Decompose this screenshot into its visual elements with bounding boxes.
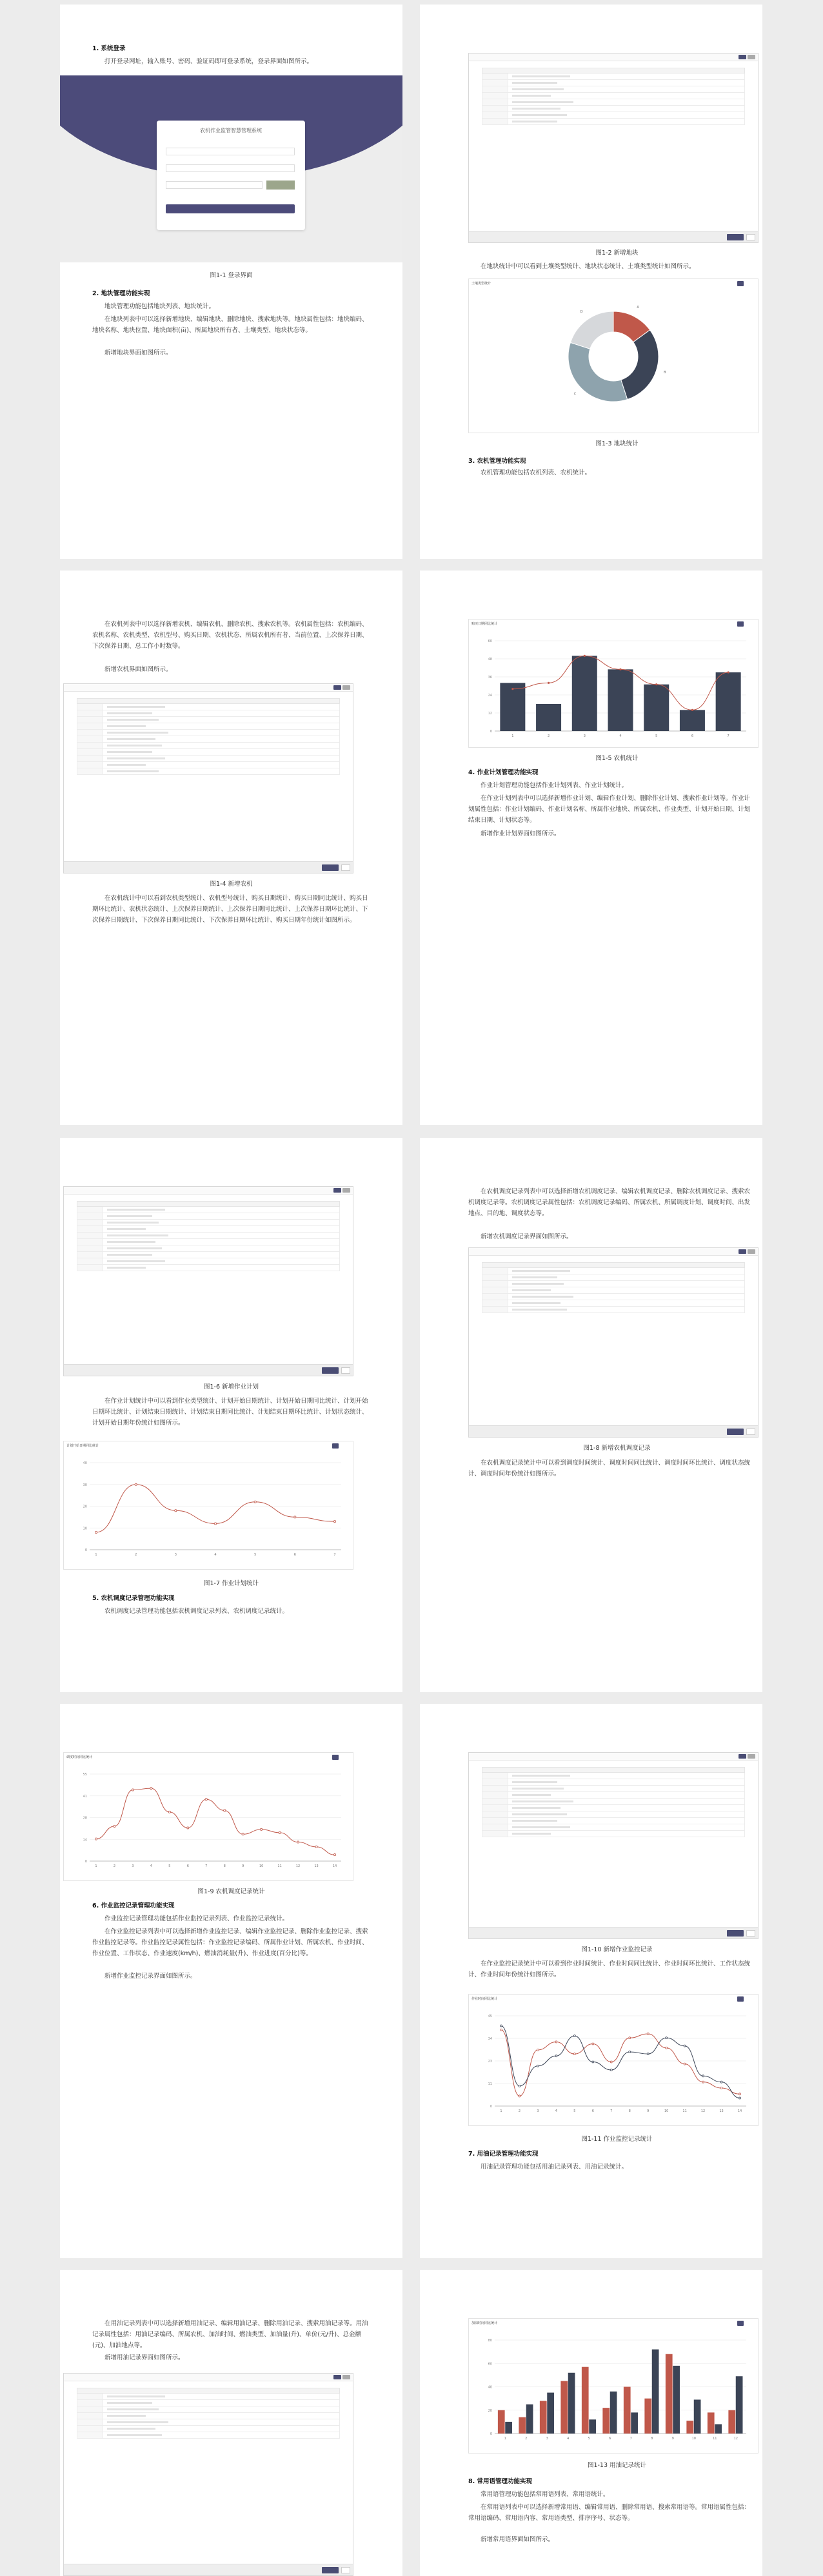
line-point bbox=[254, 1501, 256, 1503]
login-title: 农机作业监管智慧管理系统 bbox=[200, 128, 262, 133]
line-chart bbox=[64, 1764, 353, 1880]
paragraph: 农机调度记录管理功能包括农机调度记录列表、农机调度记录统计。 bbox=[104, 1608, 289, 1615]
bar bbox=[602, 2408, 610, 2434]
x-tick-label: 10 bbox=[259, 1864, 264, 1868]
line-point bbox=[610, 2069, 612, 2071]
figure-caption: 图1-4 新增农机 bbox=[210, 881, 253, 888]
line-point bbox=[150, 1787, 152, 1789]
line-point bbox=[629, 2037, 631, 2039]
line-point bbox=[537, 2065, 539, 2067]
line-point bbox=[555, 2041, 557, 2043]
section-title-machine: 3. 农机管理功能实现 bbox=[468, 458, 526, 465]
paragraph: 新增农机界面如图所示。 bbox=[104, 666, 172, 673]
search-button[interactable] bbox=[332, 1755, 339, 1760]
x-tick-label: 5 bbox=[168, 1864, 171, 1868]
line-point bbox=[537, 2049, 539, 2051]
line-point bbox=[684, 2045, 686, 2047]
figure-caption: 图1-11 作业监控记录统计 bbox=[581, 2136, 653, 2143]
line-point bbox=[629, 2051, 631, 2053]
paragraph: 新增常用语界面如图所示。 bbox=[481, 2536, 555, 2543]
bar bbox=[715, 2425, 722, 2434]
line-point bbox=[333, 1521, 335, 1523]
series-line bbox=[501, 2030, 740, 2096]
line-point bbox=[720, 2081, 722, 2083]
bar bbox=[536, 704, 561, 731]
x-tick-label: 5 bbox=[573, 2109, 576, 2113]
cancel-button[interactable] bbox=[746, 1429, 755, 1435]
x-tick-label: 3 bbox=[546, 2437, 548, 2441]
paragraph: 新增作业计划界面如图所示。 bbox=[481, 830, 560, 837]
slice-label: D bbox=[580, 310, 583, 315]
y-tick-label: 48 bbox=[488, 658, 492, 661]
bar bbox=[589, 2419, 596, 2434]
x-tick-label: 8 bbox=[223, 1864, 226, 1868]
x-tick-label: 9 bbox=[671, 2437, 674, 2441]
line-point bbox=[702, 2081, 704, 2083]
doc-page-7 bbox=[60, 1704, 402, 2258]
paragraph: 在地块列表中可以选择新增地块、编辑地块、删除地块、搜索地块等。地块属性包括：地块编码、地块名称、地块位置、地块面积(亩)、所属地块所有者、土壤类型、地块状态等。 bbox=[92, 316, 368, 334]
bar bbox=[644, 685, 669, 731]
bar bbox=[716, 672, 741, 731]
chart-header: 计划开始日期同比统计 bbox=[66, 1444, 99, 1448]
x-tick-label: 1 bbox=[500, 2109, 502, 2113]
line-point bbox=[132, 1789, 134, 1791]
bar bbox=[498, 2410, 505, 2434]
add-plan-screenshot bbox=[63, 1186, 353, 1376]
dispatch-time-chart bbox=[63, 1752, 353, 1881]
line-point bbox=[501, 2029, 502, 2031]
bar bbox=[608, 669, 633, 731]
line-point bbox=[224, 1810, 226, 1811]
line-point bbox=[205, 1799, 207, 1800]
x-tick-label: 2 bbox=[518, 2109, 521, 2113]
slice-label: B bbox=[664, 370, 666, 375]
x-tick-label: 6 bbox=[186, 1864, 189, 1868]
add-fuel-screenshot bbox=[63, 2373, 353, 2576]
add-machine-form bbox=[77, 698, 340, 775]
confirm-button[interactable] bbox=[322, 2567, 339, 2573]
paragraph: 在农机统计中可以看到农机类型统计、农机型号统计、购买日期统计、购买日期同比统计、购买日期环比统计、农机状态统计、上次保养日期统计、上次保养日期同比统计、上次保养日期环比统计、下次保养日期统计、下次保养日期同比统计、下次保养日期环比统计、购买日期年份统计如图所示。 bbox=[92, 895, 368, 924]
x-tick-label: 5 bbox=[588, 2437, 590, 2441]
bar bbox=[568, 2373, 575, 2434]
section-title-dispatch: 5. 农机调度记录管理功能实现 bbox=[92, 1595, 175, 1602]
paragraph: 打开登录网址，输入账号、密码、验证码即可登录系统，登录界面如图所示。 bbox=[104, 58, 313, 65]
search-button[interactable] bbox=[737, 2321, 744, 2326]
chart-header: 购买日期同比统计 bbox=[471, 622, 498, 626]
line-point bbox=[619, 668, 621, 670]
bar bbox=[644, 2399, 651, 2434]
captcha-image[interactable] bbox=[266, 181, 295, 190]
paragraph: 在用油记录列表中可以选择新增用油记录、编辑用油记录、删除用油记录、搜索用油记录等。用油记录属性包括：用油记录编码、所属农机、加油时间、燃油类型、加油量(升)、单价(元/升)、总金额(元)、加油地点等。 bbox=[92, 2320, 368, 2349]
doc-page-4 bbox=[420, 571, 762, 1125]
y-tick-label: 28 bbox=[83, 1816, 87, 1820]
x-tick-label: 1 bbox=[95, 1553, 97, 1557]
plan-start-chart bbox=[63, 1441, 353, 1570]
line-chart bbox=[64, 1453, 353, 1569]
line-point bbox=[647, 2033, 649, 2035]
line-point bbox=[519, 2085, 521, 2087]
line-point bbox=[666, 2047, 668, 2049]
line-point bbox=[519, 2095, 521, 2097]
line-point bbox=[333, 1854, 335, 1856]
paragraph: 在农机调度记录统计中可以看到调度时间统计、调度时间同比统计、调度时间环比统计、调度状态统计、调度时间年份统计如图所示。 bbox=[468, 1459, 751, 1478]
y-tick-label: 30 bbox=[83, 1483, 87, 1487]
line-point bbox=[548, 682, 550, 684]
line-point bbox=[655, 683, 657, 685]
bar bbox=[624, 2387, 631, 2434]
bar bbox=[666, 2354, 673, 2434]
bar bbox=[736, 2376, 743, 2434]
paragraph: 在农机列表中可以选择新增农机、编辑农机、删除农机、搜索农机等。农机属性包括：农机编码、农机名称、农机类型、农机型号、购买日期、农机状态、所属农机所有者、当前位置、上次保养日期、下次保养日期、总工作小时数等。 bbox=[92, 621, 368, 650]
add-machine-screenshot bbox=[63, 683, 353, 873]
bar bbox=[572, 656, 597, 731]
line-point bbox=[294, 1516, 296, 1518]
x-tick-label: 8 bbox=[651, 2437, 653, 2441]
x-tick-label: 6 bbox=[691, 734, 694, 738]
y-tick-label: 0 bbox=[84, 1548, 87, 1552]
paragraph: 在作业监控记录列表中可以选择新增作业监控记录、编辑作业监控记录、删除作业监控记录、搜索作业监控记录等。作业监控记录属性包括：作业监控记录编码、所属作业计划、所属农机、作业时间、作业位置、工作状态、作业速度(km/h)、燃油消耗量(升)、作业进度(百分比)等。 bbox=[92, 1928, 368, 1957]
figure-caption: 图1-1 登录界面 bbox=[210, 272, 253, 279]
x-tick-label: 14 bbox=[737, 2109, 742, 2113]
x-tick-label: 5 bbox=[655, 734, 658, 738]
doc-page-9 bbox=[60, 2270, 402, 2576]
line-point bbox=[297, 1841, 299, 1843]
figure-caption: 图1-9 农机调度记录统计 bbox=[197, 1888, 265, 1895]
donut-slice bbox=[568, 342, 628, 402]
line-point bbox=[95, 1531, 97, 1533]
y-tick-label: 36 bbox=[488, 676, 492, 679]
line-point bbox=[279, 1831, 281, 1833]
x-tick-label: 4 bbox=[214, 1553, 217, 1557]
add-monitor-screenshot bbox=[468, 1752, 759, 1939]
line-chart bbox=[469, 2006, 758, 2125]
add-plot-screenshot bbox=[468, 53, 759, 243]
figure-caption: 图1-5 农机统计 bbox=[595, 755, 639, 762]
doc-page-8 bbox=[420, 1704, 762, 2258]
x-tick-label: 12 bbox=[295, 1864, 301, 1868]
add-dispatch-screenshot bbox=[468, 1247, 759, 1438]
line-point bbox=[242, 1833, 244, 1835]
slice-label: A bbox=[637, 306, 639, 310]
line-point bbox=[592, 2061, 594, 2063]
paragraph: 在作业监控记录统计中可以看到作业时间统计、作业时间同比统计、作业时间环比统计、工作状态统计、作业时间年份统计如图所示。 bbox=[468, 1960, 751, 1978]
x-tick-label: 5 bbox=[254, 1553, 257, 1557]
paragraph: 新增作业监控记录界面如图所示。 bbox=[104, 1973, 197, 1980]
line-point bbox=[511, 688, 513, 690]
section-title-plot: 2. 地块管理功能实现 bbox=[92, 290, 150, 297]
paragraph: 地块管理功能包括地块列表、地块统计。 bbox=[104, 303, 215, 310]
y-tick-label: 0 bbox=[490, 2105, 492, 2109]
bar bbox=[582, 2367, 589, 2434]
search-button[interactable] bbox=[737, 281, 744, 286]
paragraph: 农机管理功能包括农机列表、农机统计。 bbox=[481, 469, 591, 476]
series-line bbox=[96, 1788, 335, 1855]
bar bbox=[610, 2392, 617, 2434]
x-tick-label: 4 bbox=[555, 2109, 557, 2113]
bar bbox=[505, 2422, 512, 2434]
y-tick-label: 40 bbox=[488, 2385, 492, 2390]
confirm-button[interactable] bbox=[322, 1367, 339, 1374]
figure-caption: 图1-8 新增农机调度记录 bbox=[583, 1445, 651, 1452]
section-title-plan: 4. 作业计划管理功能实现 bbox=[468, 769, 539, 776]
x-tick-label: 4 bbox=[567, 2437, 570, 2441]
login-card bbox=[157, 121, 305, 230]
confirm-button[interactable] bbox=[727, 1429, 744, 1435]
series-line bbox=[501, 2026, 740, 2098]
add-plot-form bbox=[482, 68, 745, 125]
y-tick-label: 14 bbox=[83, 1838, 87, 1842]
line-point bbox=[720, 2087, 722, 2089]
x-tick-label: 11 bbox=[713, 2437, 717, 2441]
search-button[interactable] bbox=[332, 1443, 339, 1449]
x-tick-label: 3 bbox=[537, 2109, 539, 2113]
doc-page-5 bbox=[60, 1138, 402, 1692]
line-point bbox=[584, 655, 586, 657]
x-tick-label: 2 bbox=[525, 2437, 528, 2441]
x-tick-label: 7 bbox=[630, 2437, 632, 2441]
line-point bbox=[135, 1483, 137, 1485]
add-monitor-form bbox=[482, 1767, 745, 1837]
paragraph: 在常用语列表中可以选择新增常用语、编辑常用语、删除常用语、搜索常用语等。常用语属性包括：常用语编码、常用语内容、常用语类型、排序序号、状态等。 bbox=[468, 2504, 751, 2522]
confirm-button[interactable] bbox=[727, 1930, 744, 1937]
y-tick-label: 24 bbox=[488, 694, 492, 698]
y-tick-label: 55 bbox=[83, 1773, 87, 1777]
line-point bbox=[739, 2093, 741, 2095]
line-point bbox=[168, 1811, 170, 1813]
y-tick-label: 60 bbox=[488, 2362, 492, 2366]
y-tick-label: 0 bbox=[84, 1860, 87, 1864]
y-tick-label: 20 bbox=[83, 1505, 87, 1509]
password-field[interactable] bbox=[166, 164, 295, 172]
cancel-button[interactable] bbox=[746, 1930, 755, 1937]
y-tick-label: 45 bbox=[488, 2015, 492, 2018]
confirm-button[interactable] bbox=[727, 234, 744, 240]
line-point bbox=[187, 1827, 189, 1829]
figure-caption: 图1-10 新增作业监控记录 bbox=[581, 1946, 653, 1953]
x-tick-label: 2 bbox=[135, 1553, 137, 1557]
username-field[interactable] bbox=[166, 148, 295, 155]
x-tick-label: 11 bbox=[277, 1864, 282, 1868]
line-point bbox=[175, 1510, 177, 1512]
doc-page-6 bbox=[420, 1138, 762, 1692]
cancel-button[interactable] bbox=[746, 234, 755, 240]
series-line bbox=[96, 1485, 335, 1532]
section-title-phrase: 8. 常用语管理功能实现 bbox=[468, 2478, 533, 2485]
confirm-button[interactable] bbox=[322, 864, 339, 871]
x-tick-label: 14 bbox=[332, 1864, 337, 1868]
x-tick-label: 7 bbox=[610, 2109, 613, 2113]
line-point bbox=[95, 1838, 97, 1840]
figure-caption: 图1-2 新增地块 bbox=[595, 249, 639, 257]
section-title-login: 1. 系统登录 bbox=[92, 45, 126, 52]
line-point bbox=[214, 1523, 216, 1525]
line-point bbox=[647, 2053, 649, 2055]
x-tick-label: 1 bbox=[504, 2437, 506, 2441]
paragraph: 用油记录管理功能包括用油记录列表、用油记录统计。 bbox=[481, 2163, 628, 2171]
bar-chart bbox=[469, 631, 758, 747]
y-tick-label: 40 bbox=[83, 1461, 87, 1465]
line-point bbox=[315, 1846, 317, 1848]
x-tick-label: 7 bbox=[727, 734, 729, 738]
y-tick-label: 60 bbox=[488, 639, 492, 643]
x-tick-label: 8 bbox=[628, 2109, 631, 2113]
section-title-monitor: 6. 作业监控记录管理功能实现 bbox=[92, 1902, 175, 1909]
chart-header: 作业时间同比统计 bbox=[471, 1997, 498, 2001]
x-tick-label: 10 bbox=[664, 2109, 669, 2113]
x-tick-label: 3 bbox=[132, 1864, 134, 1868]
x-tick-label: 1 bbox=[95, 1864, 97, 1868]
paragraph: 在作业计划列表中可以选择新增作业计划、编辑作业计划、删除作业计划、搜索作业计划等。作业计划属性包括：作业计划编码、作业计划名称、所属作业地块、所属农机、作业类型、计划开始日期、计划结束日期、计划状态等。 bbox=[468, 795, 751, 824]
line-point bbox=[684, 2063, 686, 2065]
x-tick-label: 9 bbox=[647, 2109, 649, 2113]
x-tick-label: 6 bbox=[591, 2109, 594, 2113]
login-screenshot bbox=[60, 75, 402, 262]
y-tick-label: 20 bbox=[488, 2408, 492, 2413]
bar bbox=[686, 2421, 693, 2434]
line-point bbox=[691, 709, 693, 711]
x-tick-label: 1 bbox=[511, 734, 514, 738]
add-dispatch-form bbox=[482, 1262, 745, 1313]
y-tick-label: 10 bbox=[83, 1527, 87, 1531]
bar bbox=[728, 2410, 735, 2434]
line-point bbox=[702, 2075, 704, 2077]
y-tick-label: 11 bbox=[488, 2082, 492, 2086]
slice-label: C bbox=[573, 392, 577, 396]
x-tick-label: 4 bbox=[150, 1864, 152, 1868]
paragraph: 在农机调度记录列表中可以选择新增农机调度记录、编辑农机调度记录、删除农机调度记录、搜索农机调度记录等。农机调度记录属性包括：农机调度记录编码、所属农机、所属调度计划、调度时间、出发地点、目的地、调度状态等。 bbox=[468, 1188, 751, 1217]
donut-slice bbox=[621, 330, 659, 400]
x-tick-label: 2 bbox=[113, 1864, 116, 1868]
x-tick-label: 9 bbox=[242, 1864, 244, 1868]
add-plan-form bbox=[77, 1201, 340, 1271]
search-button[interactable] bbox=[737, 1996, 744, 2002]
paragraph: 新增地块界面如图所示。 bbox=[104, 349, 172, 356]
bar bbox=[540, 2401, 547, 2434]
x-tick-label: 6 bbox=[609, 2437, 611, 2441]
x-tick-label: 3 bbox=[174, 1553, 177, 1557]
soil-type-chart bbox=[468, 278, 759, 433]
figure-caption: 图1-3 地块统计 bbox=[595, 440, 639, 447]
y-tick-label: 12 bbox=[488, 712, 492, 716]
chart-header: 土壤类型统计 bbox=[471, 282, 491, 286]
bar bbox=[680, 710, 705, 731]
bar bbox=[547, 2393, 554, 2434]
machine-purchase-chart bbox=[468, 619, 759, 748]
bar bbox=[673, 2366, 680, 2434]
figure-caption: 图1-6 新增作业计划 bbox=[203, 1383, 259, 1390]
paragraph: 作业监控记录管理功能包括作业监控记录列表、作业监控记录统计。 bbox=[104, 1915, 289, 1922]
login-button[interactable] bbox=[166, 204, 295, 213]
line-point bbox=[728, 671, 729, 673]
search-button[interactable] bbox=[737, 621, 744, 627]
section-title-fuel: 7. 用油记录管理功能实现 bbox=[468, 2151, 539, 2158]
line-point bbox=[573, 2035, 575, 2037]
paragraph: 新增农机调度记录界面如图所示。 bbox=[481, 1233, 573, 1240]
figure-caption: 图1-7 作业计划统计 bbox=[203, 1580, 259, 1587]
donut-chart bbox=[469, 289, 758, 434]
add-fuel-form bbox=[77, 2388, 340, 2439]
x-tick-label: 4 bbox=[619, 734, 622, 738]
doc-page-10 bbox=[420, 2270, 762, 2576]
donut-slice bbox=[570, 311, 613, 349]
y-tick-label: 0 bbox=[490, 730, 492, 734]
y-tick-label: 34 bbox=[488, 2037, 492, 2041]
bar bbox=[560, 2381, 568, 2434]
line-point bbox=[501, 2025, 502, 2027]
line-point bbox=[610, 2061, 612, 2063]
doc-page-2 bbox=[420, 5, 762, 559]
bar bbox=[694, 2399, 701, 2434]
x-tick-label: 12 bbox=[733, 2437, 738, 2441]
y-tick-label: 41 bbox=[83, 1794, 87, 1799]
fuel-chart bbox=[468, 2318, 759, 2454]
cancel-button[interactable] bbox=[341, 2567, 350, 2573]
line-point bbox=[114, 1825, 115, 1827]
x-tick-label: 11 bbox=[682, 2109, 687, 2113]
x-tick-label: 3 bbox=[583, 734, 586, 738]
chart-header: 加油时间同比统计 bbox=[471, 2321, 498, 2325]
line-point bbox=[739, 2097, 741, 2099]
bar bbox=[519, 2417, 526, 2434]
bar bbox=[708, 2412, 715, 2434]
paragraph: 常用语管理功能包括常用语列表、常用语统计。 bbox=[481, 2491, 610, 2498]
x-tick-label: 2 bbox=[547, 734, 550, 738]
bar-chart bbox=[469, 2330, 758, 2453]
x-tick-label: 6 bbox=[293, 1553, 296, 1557]
paragraph: 在作业计划统计中可以看到作业类型统计、计划开始日期统计、计划开始日期同比统计、计划开始日期环比统计、计划结束日期统计、计划结束日期同比统计、计划结束日期环比统计、计划状态统计、计划开始日期年份统计如图所示。 bbox=[92, 1398, 368, 1427]
figure-caption: 图1-13 用油记录统计 bbox=[587, 2462, 647, 2469]
chart-header: 调度时间同比统计 bbox=[66, 1755, 93, 1759]
x-tick-label: 12 bbox=[700, 2109, 706, 2113]
line-point bbox=[592, 2043, 594, 2045]
line-point bbox=[261, 1828, 263, 1830]
y-tick-label: 80 bbox=[488, 2339, 492, 2343]
paragraph: 新增用油记录界面如图所示。 bbox=[104, 2354, 184, 2361]
work-time-chart bbox=[468, 1994, 759, 2126]
x-tick-label: 7 bbox=[333, 1553, 336, 1557]
bar bbox=[500, 683, 525, 731]
line-point bbox=[573, 2053, 575, 2055]
line-point bbox=[555, 2055, 557, 2057]
paragraph: 作业计划管理功能包括作业计划列表、作业计划统计。 bbox=[481, 782, 628, 789]
bar bbox=[526, 2405, 533, 2434]
x-tick-label: 13 bbox=[314, 1864, 319, 1868]
y-tick-label: 0 bbox=[490, 2432, 492, 2436]
line-point bbox=[666, 2037, 668, 2039]
cancel-button[interactable] bbox=[341, 864, 350, 871]
paragraph: 在地块统计中可以看到土壤类型统计、地块状态统计、土壤类型统计如图所示。 bbox=[481, 263, 695, 270]
doc-page-3 bbox=[60, 571, 402, 1125]
captcha-field[interactable] bbox=[166, 181, 263, 189]
bar bbox=[631, 2412, 638, 2434]
y-tick-label: 23 bbox=[488, 2060, 492, 2064]
doc-page-1 bbox=[60, 5, 402, 559]
bar bbox=[652, 2350, 659, 2434]
cancel-button[interactable] bbox=[341, 1367, 350, 1374]
x-tick-label: 13 bbox=[719, 2109, 724, 2113]
x-tick-label: 10 bbox=[691, 2437, 696, 2441]
x-tick-label: 7 bbox=[205, 1864, 208, 1868]
